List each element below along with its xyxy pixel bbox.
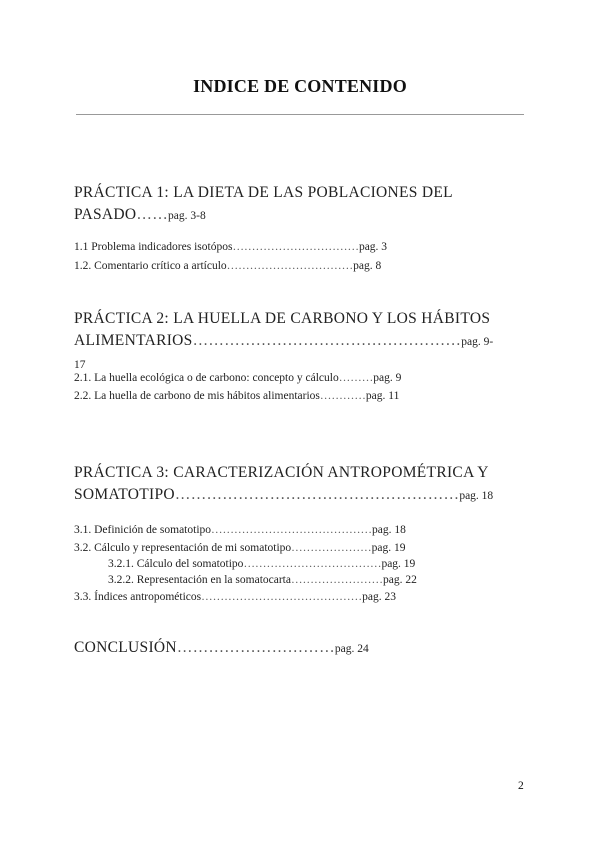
title-divider bbox=[76, 114, 524, 115]
toc-entry-2-2[interactable] bbox=[74, 389, 399, 403]
toc-entry-dots: ……… bbox=[338, 372, 374, 384]
toc-entry-text: 3.2.2. Representación en la somatocarta bbox=[108, 574, 291, 586]
conclusion-heading[interactable] bbox=[74, 637, 494, 660]
toc-entry-text: 3.3. Índices antropométicos bbox=[74, 591, 202, 603]
conclusion-title: CONCLUSIÓN bbox=[74, 639, 177, 656]
toc-entry-text: 3.1. Definición de somatotipo bbox=[74, 524, 212, 536]
toc-entry-dots: …………………………… bbox=[232, 241, 359, 253]
toc-entry-1-2[interactable] bbox=[74, 259, 381, 273]
toc-entry-text: 2.1. La huella ecológica o de carbono: concepto y cálculo bbox=[74, 372, 339, 384]
toc-entry-text: 1.1 Problema indicadores isotópos bbox=[74, 241, 233, 253]
toc-entry-page: pag. 8 bbox=[353, 260, 382, 272]
section-2-heading-line1: PRÁCTICA 2: LA HUELLA DE CARBONO Y LOS HÁBITOS bbox=[74, 310, 491, 327]
toc-entry-page: pag. 11 bbox=[365, 390, 400, 402]
toc-entry-page: pag. 19 bbox=[381, 558, 416, 570]
toc-entry-3-2[interactable] bbox=[74, 541, 406, 555]
toc-entry-3-3[interactable] bbox=[74, 590, 396, 604]
toc-entry-dots: …………………………………… bbox=[211, 524, 373, 536]
toc-entry-3-1[interactable] bbox=[74, 523, 406, 537]
section-3-dots: ……………………………………………… bbox=[174, 486, 460, 503]
toc-entry-dots: …………………………………… bbox=[201, 591, 363, 603]
section-1-page: pag. 3-8 bbox=[168, 210, 206, 222]
document-title: INDICE DE CONTENIDO bbox=[193, 76, 407, 96]
section-1-heading bbox=[74, 182, 494, 227]
section-1-heading-line2: PASADO bbox=[74, 206, 137, 223]
section-1-heading-line1: PRÁCTICA 1: LA DIETA DE LAS POBLACIONES DEL bbox=[74, 184, 453, 201]
toc-entry-1-1[interactable] bbox=[74, 240, 387, 254]
toc-entry-text: 2.2. La huella de carbono de mis hábitos alimentarios bbox=[74, 390, 320, 402]
conclusion-page: pag. 24 bbox=[334, 643, 369, 655]
toc-entry-dots: …………………………… bbox=[226, 260, 354, 272]
section-3-page: pag. 18 bbox=[459, 490, 494, 502]
toc-entry-dots: ……………………………… bbox=[243, 558, 382, 570]
toc-entry-page: pag. 18 bbox=[372, 524, 406, 536]
section-2-dots: …………………………………………… bbox=[192, 332, 462, 349]
toc-entry-3-2-1[interactable] bbox=[108, 557, 415, 571]
page-number: 2 bbox=[518, 780, 524, 792]
toc-entry-page: pag. 3 bbox=[358, 241, 388, 253]
section-1-dots: …… bbox=[136, 206, 169, 223]
conclusion-dots: ………………………… bbox=[176, 639, 335, 656]
section-3-heading-line2: SOMATOTIPO bbox=[74, 486, 175, 503]
section-3-heading bbox=[74, 462, 494, 507]
toc-entry-dots: ………… bbox=[319, 390, 366, 402]
toc-entry-3-2-2[interactable] bbox=[108, 573, 417, 587]
toc-entry-page: pag. 22 bbox=[382, 574, 417, 586]
toc-entry-text: 1.2. Comentario crítico a artículo bbox=[74, 260, 227, 272]
section-2-heading-line2: ALIMENTARIOS bbox=[74, 332, 193, 349]
toc-entry-page: pag. 19 bbox=[371, 542, 406, 554]
section-3-heading-line1: PRÁCTICA 3: CARACTERIZACIÓN ANTROPOMÉTRICA Y bbox=[74, 464, 489, 481]
toc-entry-text: 3.2. Cálculo y representación de mi somatotipo bbox=[74, 542, 292, 554]
toc-entry-page: pag. 23 bbox=[362, 591, 396, 603]
section-2-page: pag. 9- 17 bbox=[74, 336, 494, 371]
toc-entry-dots: ………………… bbox=[291, 542, 372, 554]
toc-entry-dots: …………………… bbox=[290, 574, 383, 586]
section-2-heading bbox=[74, 308, 494, 376]
toc-entry-2-1[interactable] bbox=[74, 371, 401, 385]
toc-entry-text: 3.2.1. Cálculo del somatotipo bbox=[108, 558, 244, 570]
toc-entry-page: pag. 9 bbox=[373, 372, 402, 384]
